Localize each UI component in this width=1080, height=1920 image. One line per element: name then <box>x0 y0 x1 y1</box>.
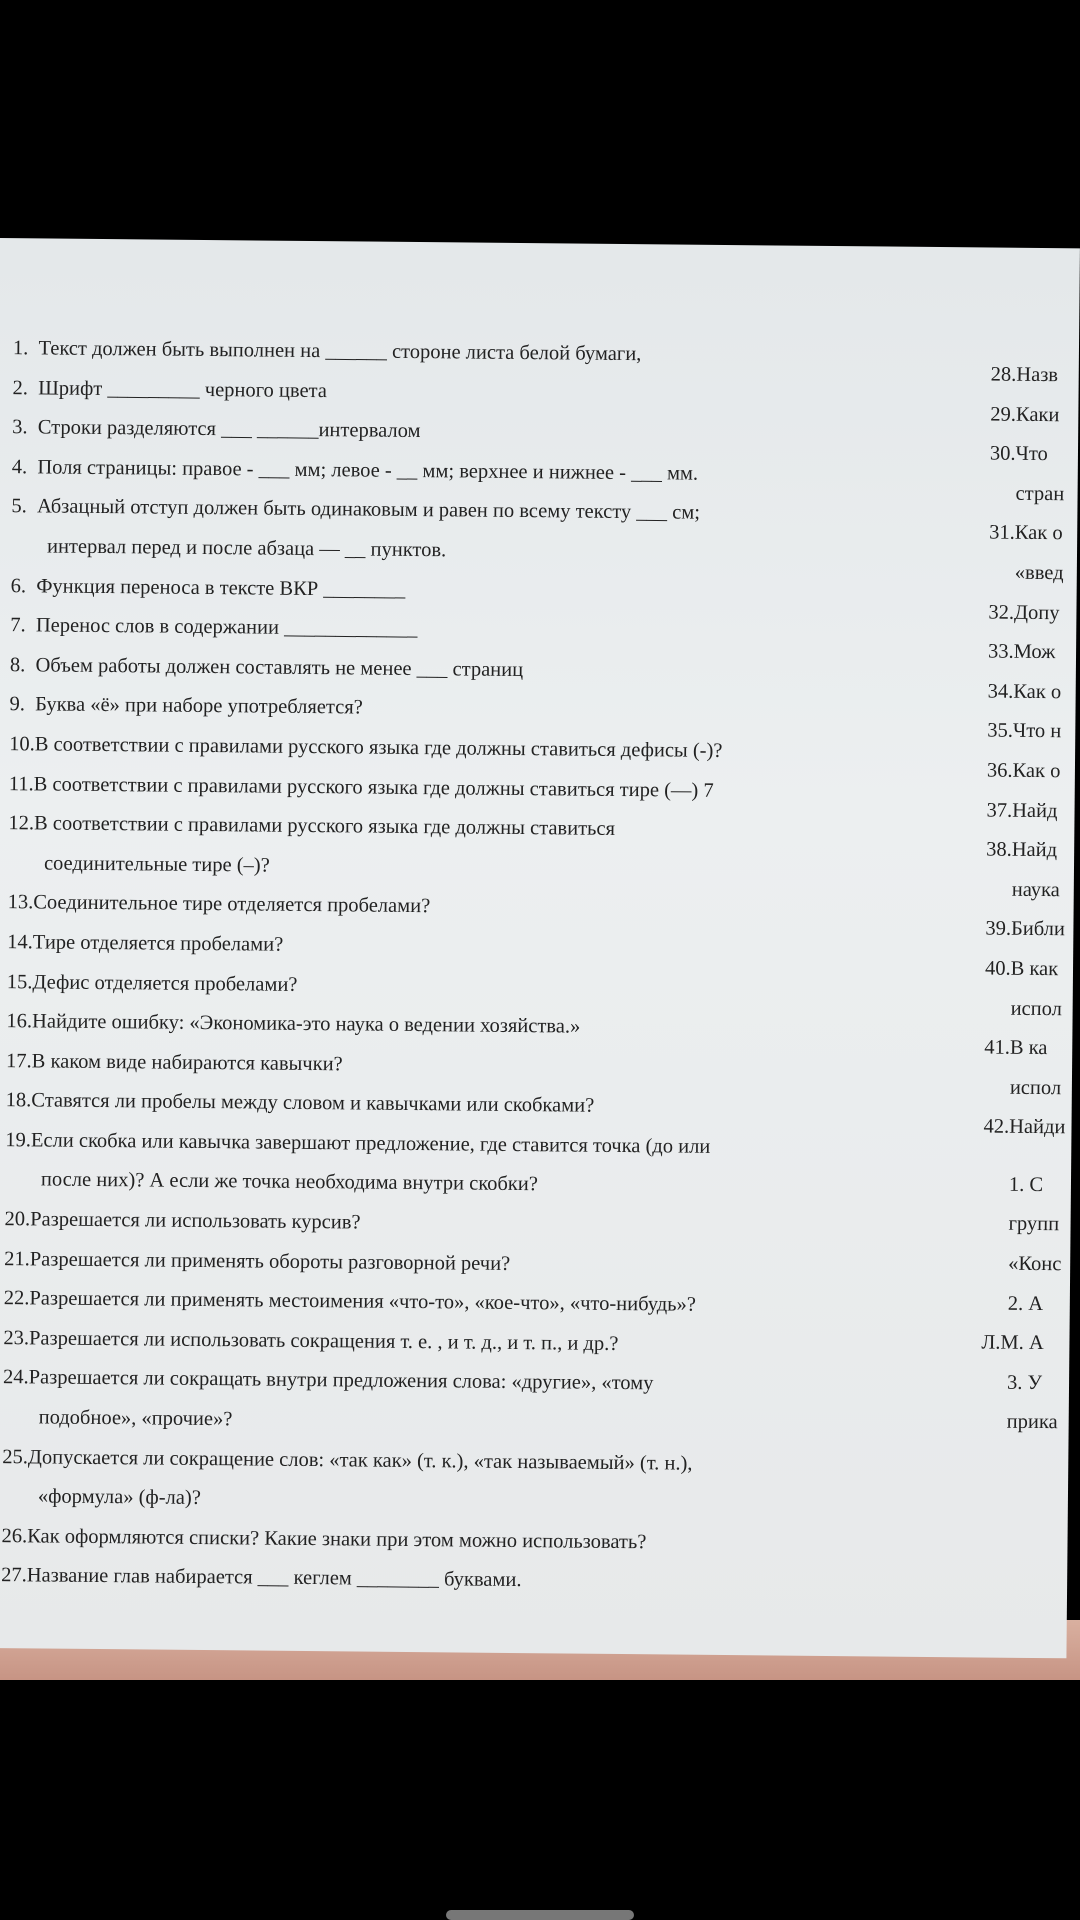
question-item: 7. Перенос слов в содержании _____________ <box>10 614 418 641</box>
question-item: 15.Дефис отделяется пробелами? <box>6 970 298 996</box>
question-item: 3. Строки разделяются ___ ______интервалом <box>12 416 421 443</box>
question-item: 2. Шрифт _________ черного цвета <box>12 376 328 402</box>
right-column-line: групп <box>1008 1213 1060 1236</box>
right-column-line: 1. С <box>1008 1173 1044 1196</box>
right-column-line: 34.Как о <box>987 680 1062 703</box>
question-item: 21.Разрешается ли применять обороты разговорной речи? <box>4 1247 511 1275</box>
right-column-line: 37.Найд <box>986 799 1058 822</box>
right-column-line: наука <box>1011 878 1060 901</box>
question-continuation: интервал перед и после абзаца — __ пунктов. <box>46 535 447 562</box>
question-item: 11.В соответствии с правилами русского языка где должны ставиться тире (—) 7 <box>8 772 714 802</box>
question-item: 18.Ставятся ли пробелы между словом и кавычками или скобками? <box>5 1089 595 1118</box>
question-item: 25.Допускается ли сокращение слов: «так как» (т. к.), «так называемый» (т. н.), <box>2 1445 693 1475</box>
question-item: 17.В каком виде набираются кавычки? <box>5 1049 343 1076</box>
right-column-line: 38.Найд <box>986 838 1058 862</box>
question-item: 23.Разрешается ли использовать сокращения т. е. , и т. д., и т. п., и др.? <box>3 1326 619 1355</box>
right-column-line: «введ <box>1014 561 1064 585</box>
right-column-line: Л.М. А <box>981 1331 1044 1355</box>
cut-off-right-column <box>980 356 1079 1444</box>
right-column-line: стран <box>1015 482 1065 506</box>
right-column-line: прика <box>1006 1411 1058 1434</box>
question-continuation: после них)? А если же точка необходима внутри скобки? <box>40 1168 538 1196</box>
right-column-line: 41.В ка <box>984 1036 1048 1060</box>
right-column-line: 2. А <box>1007 1292 1044 1315</box>
right-column-line: 31.Как о <box>989 521 1063 545</box>
right-column-line: 35.Что н <box>987 719 1062 743</box>
question-item: 20.Разрешается ли использовать курсив? <box>4 1208 361 1234</box>
question-item: 12.В соответствии с правилами русского языка где должны ставиться <box>8 812 616 841</box>
question-item: 4. Поля страницы: правое - ___ мм; левое - __ мм; верхнее и нижнее - ___ мм. <box>11 455 699 485</box>
question-continuation: «формула» (ф-ла)? <box>37 1485 201 1510</box>
right-column-line: 39.Библи <box>985 917 1066 941</box>
right-column-line: 42.Найди <box>983 1115 1066 1139</box>
right-column-line: 29.Каки <box>990 403 1060 426</box>
right-column-line: 28.Назв <box>990 363 1059 387</box>
right-column-line: 33.Мож <box>987 640 1056 664</box>
question-item: 24.Разрешается ли сокращать внутри предложения слова: «другие», «тому <box>2 1366 654 1395</box>
question-item: 16.Найдите ошибку: «Экономика-это наука о ведении хозяйства.» <box>6 1010 581 1038</box>
question-item: 26.Как оформляются списки? Какие знаки при этом можно использовать? <box>1 1524 647 1554</box>
right-column-line: 40.В как <box>984 957 1059 981</box>
question-list <box>1 329 863 1604</box>
right-column-line: испол <box>1010 997 1063 1020</box>
document-page <box>0 238 1080 1658</box>
right-column-line: испол <box>1009 1076 1062 1099</box>
question-item: 5. Абзацный отступ должен быть одинаковым и равен по всему тексту ___ см; <box>11 495 701 525</box>
question-item: 6. Функция переноса в тексте ВКР ________ <box>10 574 406 601</box>
right-column-line: 36.Как о <box>986 759 1061 783</box>
right-column-line: 30.Что <box>989 442 1048 466</box>
question-item: 8. Объем работы должен составлять не менее ___ страниц <box>9 653 524 681</box>
question-item: 14.Тире отделяется пробелами? <box>7 931 284 956</box>
right-column-line: «Конс <box>1008 1252 1062 1276</box>
right-column-line: 3. У <box>1006 1371 1043 1394</box>
question-item: 9. Буква «ё» при наборе употребляется? <box>9 693 363 719</box>
question-continuation: соединительные тире (–)? <box>43 852 270 877</box>
question-item: 13.Соединительное тире отделяется пробелами? <box>7 891 431 918</box>
right-column-line: 32.Допу <box>988 601 1060 624</box>
question-item: 19.Если скобка или кавычка завершают предложение, где ставится точка (до или <box>5 1128 711 1158</box>
question-item: 10.В соответствии с правилами русского языка где должны ставиться дефисы (-)? <box>9 733 723 762</box>
question-continuation: подобное», «прочие»? <box>38 1406 233 1431</box>
question-item: 22.Разрешается ли применять местоимения «что-то», «кое-что», «что-нибудь»? <box>3 1287 697 1316</box>
home-indicator[interactable] <box>446 1910 634 1920</box>
question-item: 27.Название глав набирается ___ кеглем ________ буквами. <box>1 1564 522 1592</box>
question-item: 1. Текст должен быть выполнен на ______ стороне листа белой бумаги, <box>12 337 642 366</box>
